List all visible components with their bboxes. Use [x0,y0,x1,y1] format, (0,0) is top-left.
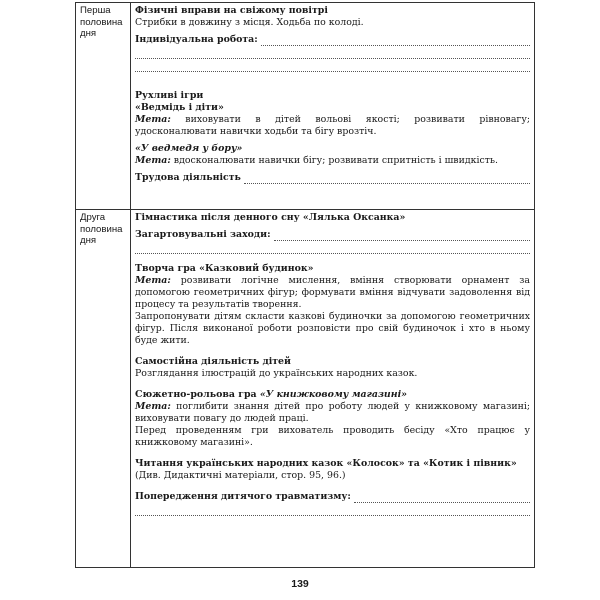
injury-prevention-blank [354,494,530,503]
blank-line [135,503,530,516]
second-half-period-cell: Друга половина дня [76,210,131,568]
role-play-goal [135,401,530,425]
gymnastics-title: Гімнастика після денного сну «Лялька Оксанка» [135,212,406,223]
hardening-label: Загартовувальні заходи: [135,229,271,240]
goal-label: Мета: [135,401,171,412]
injury-prevention-line [135,491,530,503]
first-half-row [76,3,535,210]
injury-prevention-label: Попередження дитячого травматизму: [135,491,351,502]
role-play-label: Сюжетно-рольова гра [135,389,257,400]
creative-game-goal [135,275,530,311]
outdoor-exercise-text: Стрибки в довжину з місця. Ходьба по колоді. [135,17,364,28]
game-bear-forest-title: «У ведмедя у бору» [135,143,243,154]
labor-blank [244,175,530,184]
outdoor-exercise-title: Фізичні вправи на свіжому повітрі [135,5,328,16]
hardening-line [135,229,530,241]
creative-game-text: Запропонувати дітям скласти казкові будиночки за допомогою геометричних фігур. Після виконаної роботи розповісти про свій будиночок і хто в ньому буде жити. [135,311,530,346]
blank-line [135,59,530,72]
outdoor-games-title: Рухливі ігри [135,90,204,101]
lesson-plan-page [75,2,535,568]
individual-work-line [135,34,530,46]
goal-text: розвивати логічне мислення, вміння створювати орнамент за допомогою геометричних фігур; формувати вміння відчувати задоволення від процесу та результатів творення. [135,275,530,310]
second-half-content-cell [131,210,535,568]
goal-label: Мета: [135,114,171,125]
game-bear-children-title: «Ведмідь і діти» [135,102,224,113]
hardening-blank [274,232,530,241]
reading-title: Читання українських народних казок «Колосок» та «Котик і півник» [135,458,517,469]
goal-text: вдосконалювати навички бігу; розвивати спритність і швидкість. [170,155,498,166]
page-number: 139 [291,578,309,590]
individual-work-label: Індивідуальна робота: [135,34,258,45]
role-play-name: «У книжковому магазині» [256,389,408,400]
game-bear-forest-goal [135,155,530,167]
goal-text: виховувати в дітей вольові якості; розвивати рівновагу; удосконалювати навички ходьби та бігу врозтіч. [135,114,530,137]
role-play-text: Перед проведенням гри вихователь проводить бесіду «Хто працює у книжковому магазині». [135,425,530,448]
creative-game-label: Творча гра [135,263,196,274]
creative-game-name: «Казковий будинок» [195,263,314,274]
individual-work-blank [261,37,530,46]
game-bear-children-goal [135,114,530,138]
first-half-content-cell [131,3,535,210]
independent-activity-title: Самостійна діяльність дітей [135,356,291,367]
second-half-row [76,210,535,568]
daily-plan-table [75,2,535,568]
labor-label: Трудова діяльність [135,172,241,183]
first-half-period-cell: Перша половина дня [76,3,131,210]
blank-line [135,241,530,254]
role-play-title [135,389,530,401]
labor-line [135,172,530,184]
blank-line [135,46,530,59]
independent-activity-text: Розглядання ілюстрацій до українських народних казок. [135,368,418,379]
goal-text: поглибити знання дітей про роботу людей у книжковому магазині; виховувати повагу до людей праці. [135,401,530,424]
reading-reference: (Див. Дидактичні матеріали, стор. 95, 96.) [135,470,346,481]
goal-label: Мета: [135,155,171,166]
goal-label: Мета: [135,275,171,286]
creative-game-title [135,263,530,275]
